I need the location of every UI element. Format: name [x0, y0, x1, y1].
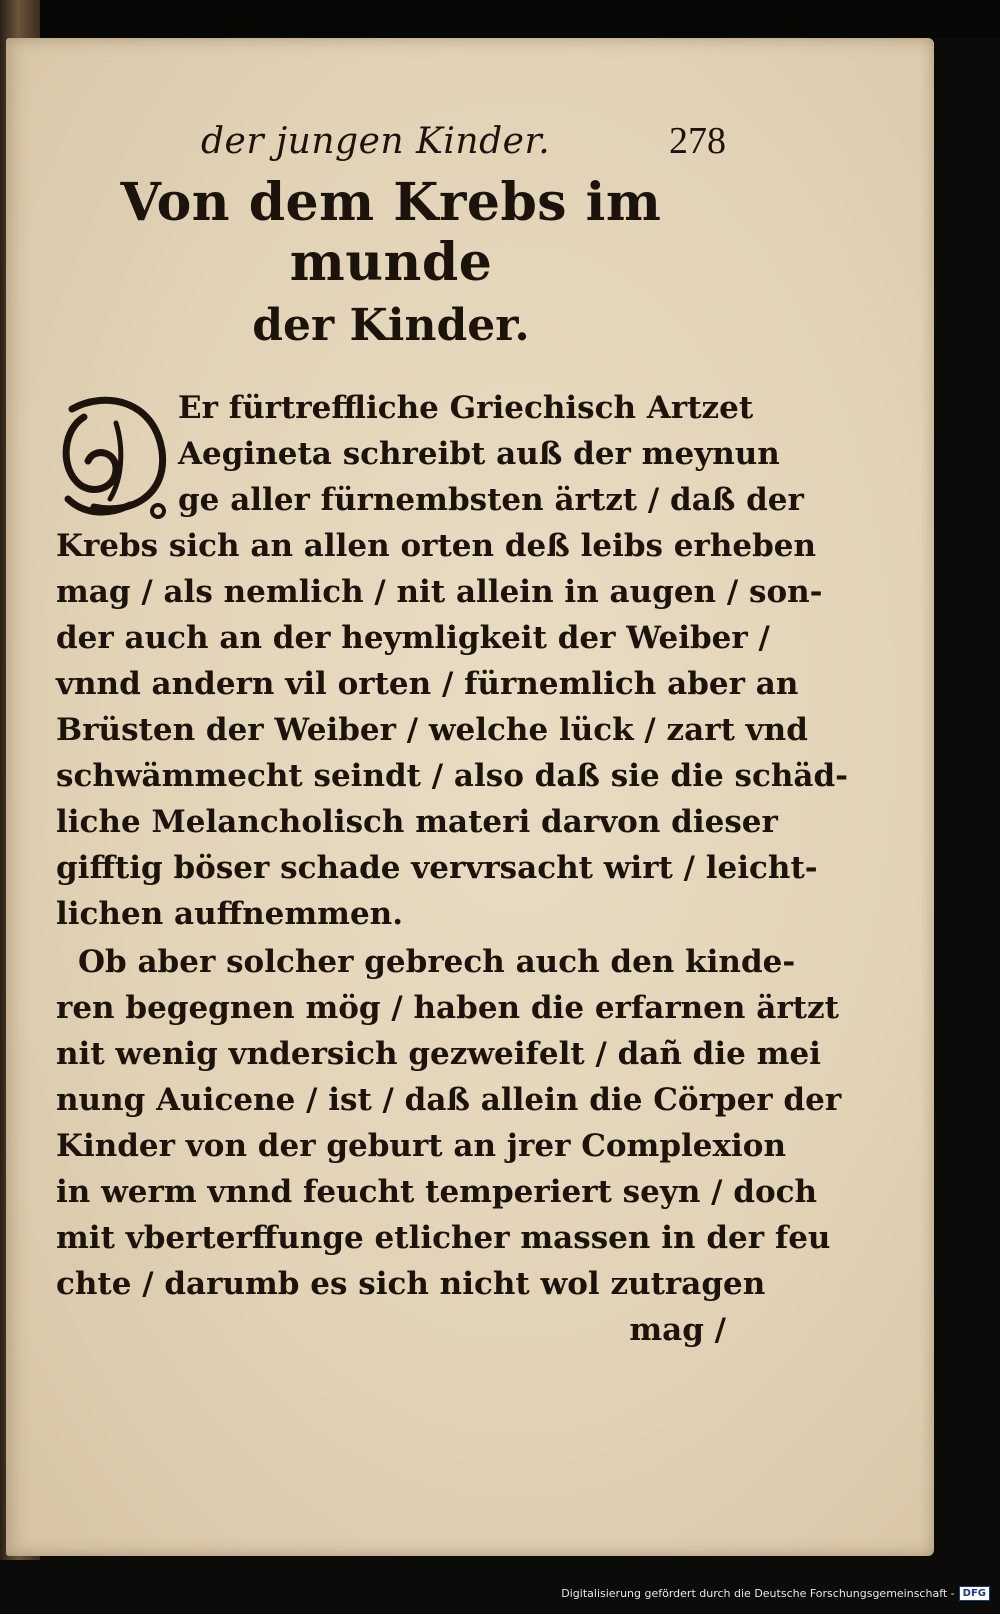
text-line: Brüsten der Weiber / welche lück / zart vnd	[56, 712, 808, 749]
ornamental-initial-d-icon	[54, 389, 172, 521]
text-line: chte / darumb es sich nicht wol zutragen	[56, 1266, 766, 1303]
chapter-title	[56, 173, 726, 351]
paragraph-2	[56, 939, 842, 1307]
dfg-logo: DFG	[959, 1586, 990, 1601]
digitization-footer	[561, 1578, 990, 1608]
text-line: ren begegnen mög / haben die erfarnen ärtzt	[56, 990, 839, 1027]
running-title: der jungen Kinder.	[201, 121, 551, 162]
page-number: 278	[669, 120, 726, 162]
text-line: mag / als nemlich / nit allein in augen / son-	[56, 574, 823, 611]
text-line: Ob aber solcher gebrech auch den kinde-	[78, 944, 796, 981]
chapter-title-line-1: Von dem Krebs im munde	[120, 172, 662, 293]
text-line: der auch an der heymligkeit der Weiber /	[56, 620, 770, 657]
catchword: mag /	[629, 1312, 726, 1349]
text-line: Kinder von der geburt an jrer Complexion	[56, 1128, 786, 1165]
text-block	[56, 113, 848, 1353]
footer-text: Digitalisierung gefördert durch die Deutsche Forschungsgemeinschaft -	[561, 1586, 955, 1600]
text-line: lichen auffnemmen.	[56, 896, 404, 933]
text-line: Aegineta schreibt auß der meynun	[178, 436, 780, 473]
text-line: liche Melancholisch materi darvon dieser	[56, 804, 778, 841]
running-head	[56, 113, 726, 173]
text-line: nit wenig vndersich gezweifelt / dañ die mei	[56, 1036, 821, 1073]
text-line: Krebs sich an allen orten deß leibs erheben	[56, 528, 817, 565]
paragraph-1	[56, 385, 848, 937]
text-line: ge aller fürnembsten ärtzt / daß der	[178, 482, 804, 519]
text-line: Er fürtreffliche Griechisch Artzet	[178, 390, 754, 427]
scan-top-edge	[0, 0, 1000, 38]
text-line: schwämmecht seindt / also daß sie die schäd-	[56, 758, 848, 795]
chapter-title-line-2: der Kinder.	[252, 299, 530, 351]
book-page	[6, 38, 934, 1556]
text-line: nung Auicene / ist / daß allein die Cörper der	[56, 1082, 842, 1119]
text-line: in werm vnnd feucht temperiert seyn / doch	[56, 1174, 818, 1211]
text-line: vnnd andern vil orten / fürnemlich aber an	[56, 666, 799, 703]
text-line: mit vberterffunge etlicher massen in der feu	[56, 1220, 831, 1257]
text-line: gifftig böser schade vervrsacht wirt / leicht-	[56, 850, 818, 887]
